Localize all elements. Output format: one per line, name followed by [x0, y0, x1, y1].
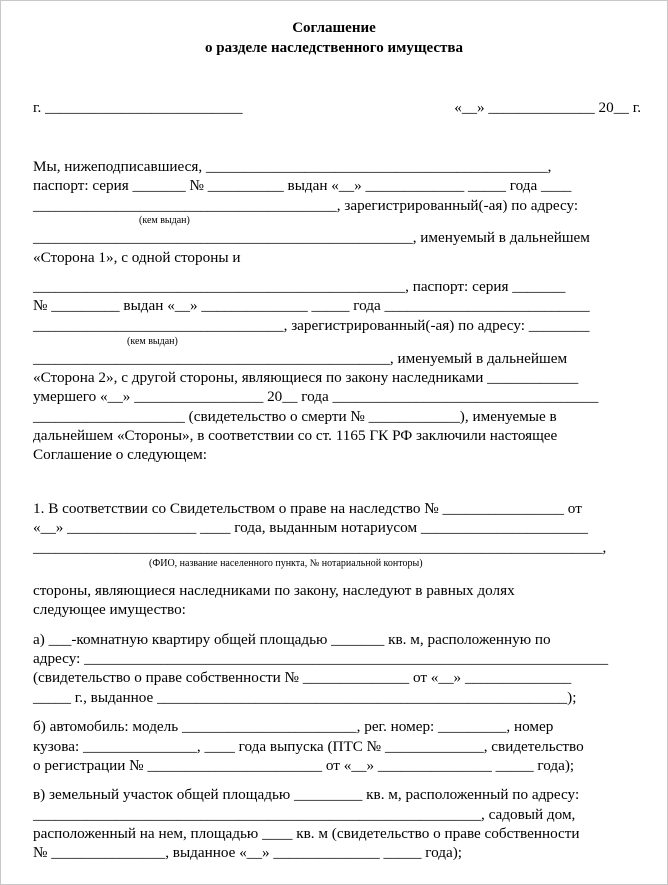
intro-line: ____________________ (свидетельство о смерти № ____________), именуемые в	[33, 408, 557, 425]
issued-by-caption: (кем выдан)	[139, 215, 190, 226]
intro-line: № _________ выдан «__» ______________ _____ года ___________________________	[33, 297, 590, 314]
item-c-line: в) земельный участок общей площадью _________ кв. м, расположенный по адресу:	[33, 786, 580, 803]
item-c-line: расположенный на нем, площадью ____ кв. м (свидетельство о праве собственности	[33, 825, 580, 842]
intro-line: _________________________________, зарегистрированный(-ая) по адресу: ________	[33, 317, 590, 334]
intro-line: __________________________________________________, именуемый в дальнейшем	[33, 229, 590, 246]
city-field: г. __________________________	[33, 99, 243, 116]
title-line-1: Соглашение	[292, 20, 376, 36]
intro-line: Мы, нижеподписавшиеся, _____________________________________________,	[33, 158, 552, 175]
intro-line: _________________________________________________, паспорт: серия _______	[33, 278, 566, 295]
item-a-line: а) ___-комнатную квартиру общей площадью _______ кв. м, расположенную по	[33, 631, 551, 648]
item-b-line: кузова: _______________, ____ года выпуска (ПТС № _____________, свидетельство	[33, 738, 584, 755]
intro-line: «Сторона 2», с другой стороны, являющиеся по закону наследниками ____________	[33, 369, 579, 386]
intro-line: «Сторона 1», с одной стороны и	[33, 249, 241, 266]
issued-by-caption: (кем выдан)	[127, 336, 178, 347]
title-line-2: о разделе наследственного имущества	[205, 40, 463, 56]
item-a-line: (свидетельство о праве собственности № ______________ от «__» ______________	[33, 669, 572, 686]
clause-1-line: 1. В соответствии со Свидетельством о праве на наследство № ________________ от	[33, 500, 582, 517]
item-b-line: б) автомобиль: модель _______________________, рег. номер: _________, номер	[33, 718, 554, 735]
date-field: «__» ______________ 20__ г.	[454, 99, 641, 116]
clause-1-line: следующее имущество:	[33, 601, 186, 618]
intro-line: паспорт: серия _______ № __________ выдан «__» _____________ _____ года ____	[33, 177, 572, 194]
item-c-line: ___________________________________________________________, садовый дом,	[33, 806, 576, 823]
intro-line: ________________________________________, зарегистрированный(-ая) по адресу:	[33, 197, 579, 214]
intro-line: умершего «__» _________________ 20__ года ___________________________________	[33, 388, 599, 405]
intro-line: Соглашение о следующем:	[33, 446, 207, 463]
item-c-line: № _______________, выданное «__» ______________ _____ года);	[33, 844, 463, 861]
item-b-line: о регистрации № _______________________ от «__» _______________ _____ года);	[33, 757, 575, 774]
clause-1-line: стороны, являющиеся наследниками по закону, наследуют в равных долях	[33, 582, 515, 599]
clause-1-line: ___________________________________________________________________________,	[33, 539, 607, 556]
notary-caption: (ФИО, название населенного пункта, № нотариальной конторы)	[149, 558, 423, 569]
intro-line: дальнейшем «Стороны», в соответствии со ст. 1165 ГК РФ заключили настоящее	[33, 427, 558, 444]
item-a-line: _____ г., выданное ______________________________________________________);	[33, 689, 577, 706]
item-a-line: адресу: _____________________________________________________________________	[33, 650, 609, 667]
clause-1-line: «__» _________________ ____ года, выданным нотариусом ______________________	[33, 519, 588, 536]
intro-line: _______________________________________________, именуемый в дальнейшем	[33, 350, 568, 367]
